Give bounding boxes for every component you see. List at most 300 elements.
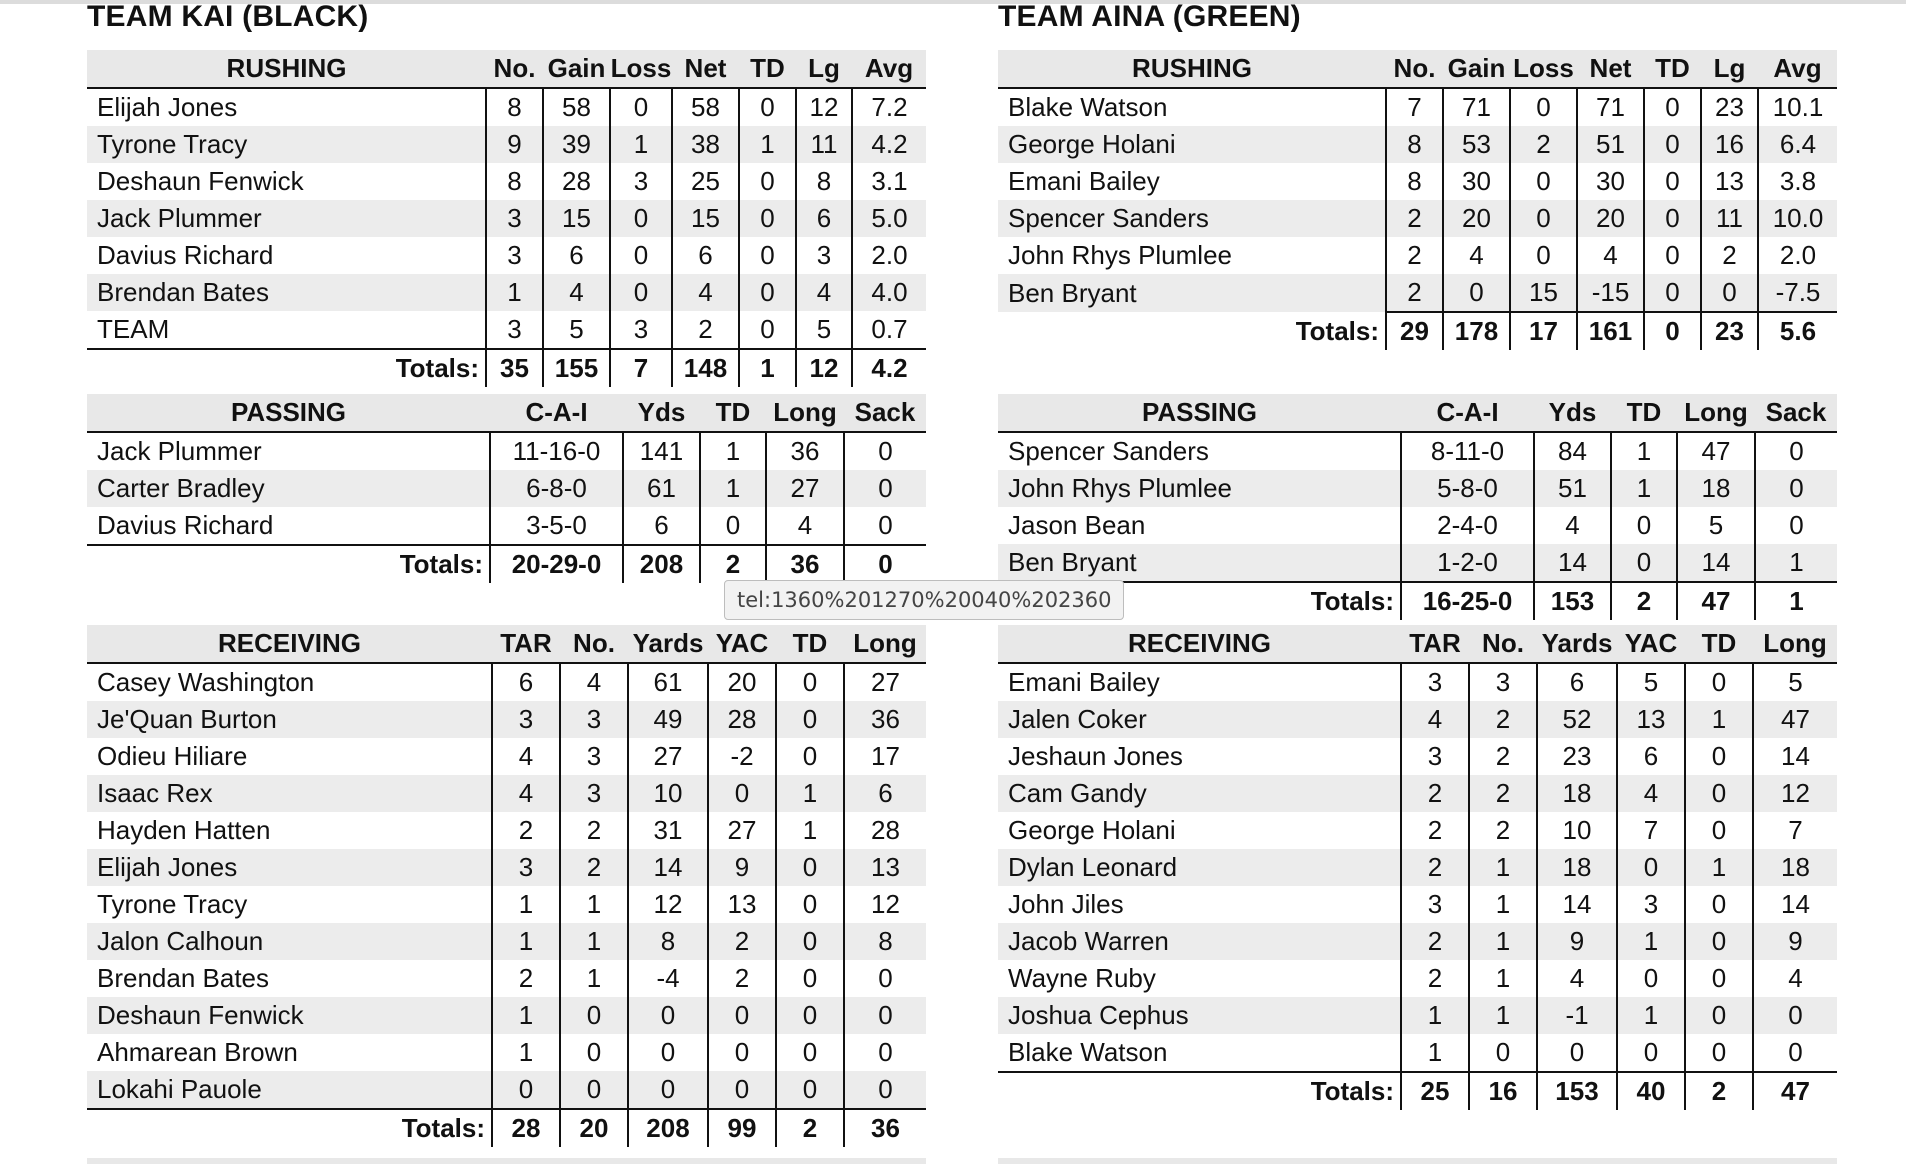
stat-cell: 2 bbox=[1401, 923, 1469, 960]
stat-cell: 4 bbox=[560, 663, 628, 701]
totals-row bbox=[87, 349, 926, 387]
table-row bbox=[87, 507, 926, 545]
stat-cell: 12 bbox=[1753, 775, 1837, 812]
stat-cell: 2 bbox=[708, 923, 776, 960]
stat-cell: -1 bbox=[1537, 997, 1617, 1034]
player-name: John Rhys Plumlee bbox=[998, 470, 1401, 507]
stat-cell: 11-16-0 bbox=[490, 432, 623, 470]
table-row bbox=[87, 886, 926, 923]
player-name: Elijah Jones bbox=[87, 849, 492, 886]
table-row bbox=[87, 88, 926, 126]
col-header: PASSING bbox=[87, 394, 490, 432]
stat-cell: 3 bbox=[610, 311, 672, 349]
stat-cell: 1 bbox=[492, 886, 560, 923]
stat-cell: 2 bbox=[1469, 812, 1537, 849]
stat-cell: 28 bbox=[708, 701, 776, 738]
stat-cell: 10 bbox=[1537, 812, 1617, 849]
totals-label: Totals: bbox=[87, 1109, 492, 1147]
player-name: Brendan Bates bbox=[87, 274, 486, 311]
player-name: Jalon Calhoun bbox=[87, 923, 492, 960]
stat-cell: 10.1 bbox=[1758, 88, 1837, 126]
stat-cell: 5 bbox=[1677, 507, 1755, 544]
stat-cell: 0 bbox=[560, 997, 628, 1034]
stat-cell: 0 bbox=[776, 701, 844, 738]
stat-cell: 1 bbox=[1617, 997, 1685, 1034]
stat-cell: 47 bbox=[1677, 432, 1755, 470]
stat-cell: 13 bbox=[708, 886, 776, 923]
stat-cell: 0 bbox=[844, 960, 926, 997]
total-cell: 1 bbox=[1755, 582, 1837, 620]
stat-cell: 7 bbox=[1386, 88, 1443, 126]
stat-cell: -7.5 bbox=[1758, 274, 1837, 312]
stat-cell: 0 bbox=[1644, 200, 1701, 237]
col-header: Net bbox=[1577, 50, 1644, 88]
table-row bbox=[87, 738, 926, 775]
player-name: John Jiles bbox=[1008, 889, 1124, 919]
stat-cell: 14 bbox=[1534, 544, 1611, 582]
total-cell: 2 bbox=[1611, 582, 1677, 620]
stat-cell: 4 bbox=[1753, 960, 1837, 997]
player-name: Jeshaun Jones bbox=[1008, 741, 1183, 771]
stat-cell: 1 bbox=[492, 997, 560, 1034]
totals-label: Totals: bbox=[87, 545, 490, 583]
stat-cell: 7.2 bbox=[852, 88, 926, 126]
stat-cell: 2 bbox=[1469, 775, 1537, 812]
col-header: C-A-I bbox=[1401, 394, 1534, 432]
stat-cell: 0 bbox=[844, 1034, 926, 1071]
total-cell: 12 bbox=[796, 349, 852, 387]
col-header: Long bbox=[766, 394, 844, 432]
stat-cell: 15 bbox=[1510, 274, 1577, 312]
col-header: No. bbox=[486, 50, 543, 88]
stat-cell: 0 bbox=[1685, 886, 1753, 923]
table-row bbox=[998, 432, 1837, 470]
stat-cell: 1 bbox=[700, 470, 766, 507]
player-name: Dylan Leonard bbox=[998, 849, 1401, 886]
stat-cell: 0 bbox=[844, 1071, 926, 1109]
stat-cell: 2 bbox=[1386, 237, 1443, 274]
col-header: RUSHING bbox=[87, 50, 486, 88]
table-header-row bbox=[998, 394, 1837, 432]
stat-cell: 10.0 bbox=[1758, 200, 1837, 237]
stat-cell: 3 bbox=[492, 849, 560, 886]
stat-cell: 27 bbox=[766, 470, 844, 507]
table-row bbox=[87, 237, 926, 274]
stat-cell: 3 bbox=[486, 237, 543, 274]
stat-cell: 3 bbox=[1469, 663, 1537, 701]
col-header: Loss bbox=[1510, 50, 1577, 88]
stat-cell: 0 bbox=[1755, 470, 1837, 507]
col-header: TD bbox=[1611, 394, 1677, 432]
stat-cell: 1 bbox=[1611, 432, 1677, 470]
stat-cell: 0 bbox=[1617, 849, 1685, 886]
stat-cell: 0 bbox=[610, 237, 672, 274]
stat-cell: 0 bbox=[1644, 274, 1701, 312]
player-name: Jason Bean bbox=[1008, 510, 1146, 540]
stat-cell: 4 bbox=[543, 274, 610, 311]
stat-cell: 25 bbox=[672, 163, 739, 200]
stat-cell: 0 bbox=[1755, 432, 1837, 470]
player-name: Deshaun Fenwick bbox=[97, 166, 304, 196]
stat-cell: 4 bbox=[766, 507, 844, 545]
totals-label: Totals: bbox=[998, 312, 1386, 350]
table-row bbox=[998, 812, 1837, 849]
stat-cell: 27 bbox=[628, 738, 708, 775]
stat-cell: 71 bbox=[1443, 88, 1510, 126]
stat-cell: 2 bbox=[708, 960, 776, 997]
stat-cell: 0 bbox=[1644, 88, 1701, 126]
col-header: TD bbox=[739, 50, 796, 88]
stat-cell: 5 bbox=[796, 311, 852, 349]
col-header: Yards bbox=[1537, 625, 1617, 663]
stat-cell: 0 bbox=[1685, 738, 1753, 775]
table-row bbox=[87, 812, 926, 849]
total-cell: 20-29-0 bbox=[490, 545, 623, 583]
stat-cell: 2.0 bbox=[1758, 237, 1837, 274]
stat-cell: 4 bbox=[796, 274, 852, 311]
col-header: No. bbox=[1469, 625, 1537, 663]
stat-cell: 3 bbox=[1401, 663, 1469, 701]
col-header: Long bbox=[844, 625, 926, 663]
col-header: Sack bbox=[844, 394, 926, 432]
stat-cell: 20 bbox=[1443, 200, 1510, 237]
stat-cell: 1 bbox=[1401, 997, 1469, 1034]
player-name: Deshaun Fenwick bbox=[87, 997, 492, 1034]
stat-cell: 1 bbox=[1611, 470, 1677, 507]
stat-cell: 0 bbox=[776, 960, 844, 997]
table-row bbox=[87, 311, 926, 349]
table-row bbox=[998, 701, 1837, 738]
stat-cell: 36 bbox=[844, 701, 926, 738]
stat-cell: 6 bbox=[623, 507, 700, 545]
stat-cell: 51 bbox=[1577, 126, 1644, 163]
table-row bbox=[998, 544, 1837, 582]
stat-cell: 0 bbox=[1469, 1034, 1537, 1072]
stat-cell: 0 bbox=[1755, 507, 1837, 544]
total-cell: 47 bbox=[1753, 1072, 1837, 1110]
stat-cell: 4 bbox=[1577, 237, 1644, 274]
stat-cell: 141 bbox=[623, 432, 700, 470]
col-header: Lg bbox=[1701, 50, 1758, 88]
stat-cell: 2 bbox=[1701, 237, 1758, 274]
stat-cell: 0 bbox=[700, 507, 766, 545]
col-header: TAR bbox=[1401, 625, 1469, 663]
total-cell: 148 bbox=[672, 349, 739, 387]
total-cell: 178 bbox=[1443, 312, 1510, 350]
col-header: No. bbox=[560, 625, 628, 663]
player-name: Isaac Rex bbox=[87, 775, 492, 812]
stat-cell: 61 bbox=[623, 470, 700, 507]
col-header: TD bbox=[700, 394, 766, 432]
stat-cell: 9 bbox=[708, 849, 776, 886]
stat-cell: 1 bbox=[610, 126, 672, 163]
stat-cell: 1 bbox=[776, 812, 844, 849]
player-name: Spencer Sanders bbox=[1008, 436, 1209, 466]
player-name: Davius Richard bbox=[97, 240, 274, 270]
bottom-bar-left bbox=[87, 1158, 926, 1164]
stat-cell: 0 bbox=[1644, 237, 1701, 274]
table-row bbox=[87, 200, 926, 237]
col-header: Long bbox=[1677, 394, 1755, 432]
table-row bbox=[87, 470, 926, 507]
stat-cell: 18 bbox=[1753, 849, 1837, 886]
stat-cell: 4.2 bbox=[852, 126, 926, 163]
col-header: Yards bbox=[628, 625, 708, 663]
stat-cell: 0 bbox=[610, 274, 672, 311]
stat-cell: 8 bbox=[486, 163, 543, 200]
total-cell: 17 bbox=[1510, 312, 1577, 350]
stat-cell: 30 bbox=[1577, 163, 1644, 200]
player-name: Ben Bryant bbox=[998, 544, 1401, 582]
stat-cell: 2 bbox=[1401, 849, 1469, 886]
stat-cell: 0 bbox=[776, 1034, 844, 1071]
stat-cell: 0 bbox=[739, 237, 796, 274]
total-cell: 5.6 bbox=[1758, 312, 1837, 350]
stat-cell: 0 bbox=[1611, 544, 1677, 582]
stat-cell: 52 bbox=[1537, 701, 1617, 738]
stat-cell: 2 bbox=[1469, 738, 1537, 775]
stat-cell: 49 bbox=[628, 701, 708, 738]
stat-cell: 8 bbox=[844, 923, 926, 960]
stat-cell: 15 bbox=[543, 200, 610, 237]
total-cell: 16 bbox=[1469, 1072, 1537, 1110]
stat-cell: 0 bbox=[739, 88, 796, 126]
stat-cell: 23 bbox=[1701, 88, 1758, 126]
stat-cell: 0 bbox=[776, 849, 844, 886]
table-row bbox=[998, 470, 1837, 507]
stat-cell: 3 bbox=[492, 701, 560, 738]
stat-cell: 1 bbox=[1469, 960, 1537, 997]
table-row bbox=[998, 960, 1837, 997]
stat-cell: 1 bbox=[560, 886, 628, 923]
player-name: Blake Watson bbox=[1008, 1037, 1168, 1067]
stat-cell: 23 bbox=[1537, 738, 1617, 775]
stat-cell: 0 bbox=[1617, 960, 1685, 997]
stat-cell: 17 bbox=[844, 738, 926, 775]
col-header: Avg bbox=[852, 50, 926, 88]
table-row bbox=[998, 126, 1837, 163]
stat-cell: 0 bbox=[1685, 997, 1753, 1034]
stat-cell: 0 bbox=[776, 923, 844, 960]
table-row bbox=[87, 274, 926, 311]
stat-cell: 8 bbox=[1386, 163, 1443, 200]
total-cell: 208 bbox=[628, 1109, 708, 1147]
stat-cell: 13 bbox=[1701, 163, 1758, 200]
total-cell: 4.2 bbox=[852, 349, 926, 387]
stat-cell: 7 bbox=[1617, 812, 1685, 849]
stat-cell: 0 bbox=[560, 1034, 628, 1071]
total-cell: 23 bbox=[1701, 312, 1758, 350]
totals-label: Totals: bbox=[998, 582, 1401, 620]
stat-cell: 0 bbox=[776, 997, 844, 1034]
table-row bbox=[998, 200, 1837, 237]
player-name: Jack Plummer bbox=[87, 200, 486, 237]
player-name: Spencer Sanders bbox=[998, 200, 1386, 237]
stat-cell: 47 bbox=[1753, 701, 1837, 738]
table-row bbox=[87, 126, 926, 163]
total-cell: 7 bbox=[610, 349, 672, 387]
total-cell: 0 bbox=[844, 545, 926, 583]
total-cell: 28 bbox=[492, 1109, 560, 1147]
stat-cell: 20 bbox=[1577, 200, 1644, 237]
stat-cell: 9 bbox=[486, 126, 543, 163]
stat-cell: 4 bbox=[672, 274, 739, 311]
total-cell: 20 bbox=[560, 1109, 628, 1147]
stat-cell: 18 bbox=[1537, 775, 1617, 812]
table-row bbox=[998, 1034, 1837, 1072]
stat-cell: 0 bbox=[844, 507, 926, 545]
stat-cell: 1 bbox=[1469, 997, 1537, 1034]
stat-cell: 71 bbox=[1577, 88, 1644, 126]
total-cell: 99 bbox=[708, 1109, 776, 1147]
stat-cell: 5-8-0 bbox=[1401, 470, 1534, 507]
stat-cell: 0 bbox=[628, 1071, 708, 1109]
player-name: Je'Quan Burton bbox=[87, 701, 492, 738]
col-header: TD bbox=[1685, 625, 1753, 663]
stat-cell: 1 bbox=[486, 274, 543, 311]
stat-cell: 0 bbox=[628, 1034, 708, 1071]
table-row bbox=[998, 886, 1837, 923]
stat-cell: 0 bbox=[1443, 274, 1510, 312]
stat-cell: 1 bbox=[1755, 544, 1837, 582]
stat-cell: 0 bbox=[1753, 1034, 1837, 1072]
total-cell: 16-25-0 bbox=[1401, 582, 1534, 620]
table-header-row bbox=[998, 50, 1837, 88]
col-header: No. bbox=[1386, 50, 1443, 88]
totals-row bbox=[87, 545, 926, 583]
kai-rushing-table bbox=[87, 50, 926, 387]
stat-cell: 4.0 bbox=[852, 274, 926, 311]
col-header: TD bbox=[776, 625, 844, 663]
stat-cell: 0 bbox=[1701, 274, 1758, 312]
totals-row bbox=[87, 1109, 926, 1147]
stat-cell: 9 bbox=[1753, 923, 1837, 960]
table-row bbox=[998, 997, 1837, 1034]
team-title-aina: TEAM AINA (GREEN) bbox=[998, 0, 1301, 33]
player-name: Casey Washington bbox=[97, 667, 315, 697]
col-header: Loss bbox=[610, 50, 672, 88]
stat-cell: 1 bbox=[492, 1034, 560, 1071]
stat-cell: 3 bbox=[1401, 738, 1469, 775]
stat-cell: 0 bbox=[708, 1034, 776, 1071]
stat-cell: 6 bbox=[543, 237, 610, 274]
stat-cell: 1 bbox=[1469, 886, 1537, 923]
col-header: Long bbox=[1753, 625, 1837, 663]
stat-cell: 0 bbox=[1510, 88, 1577, 126]
stat-cell: 0 bbox=[610, 88, 672, 126]
stat-cell: 3 bbox=[486, 200, 543, 237]
stat-cell: 28 bbox=[543, 163, 610, 200]
aina-receiving-table bbox=[998, 625, 1837, 1110]
col-header: Avg bbox=[1758, 50, 1837, 88]
total-cell: 1 bbox=[739, 349, 796, 387]
col-header: Lg bbox=[796, 50, 852, 88]
total-cell: 35 bbox=[486, 349, 543, 387]
table-row bbox=[87, 960, 926, 997]
stat-cell: 2 bbox=[1401, 775, 1469, 812]
total-cell: 25 bbox=[1401, 1072, 1469, 1110]
stat-cell: 13 bbox=[1617, 701, 1685, 738]
stat-cell: 12 bbox=[844, 886, 926, 923]
stat-cell: 0 bbox=[1753, 997, 1837, 1034]
col-header: TAR bbox=[492, 625, 560, 663]
stat-cell: 0 bbox=[492, 1071, 560, 1109]
col-header: TD bbox=[1644, 50, 1701, 88]
total-cell: 29 bbox=[1386, 312, 1443, 350]
stat-cell: 0 bbox=[776, 738, 844, 775]
stat-cell: 53 bbox=[1443, 126, 1510, 163]
stat-cell: 3 bbox=[560, 701, 628, 738]
player-name: Ben Bryant bbox=[998, 274, 1386, 312]
stat-cell: 1 bbox=[1401, 1034, 1469, 1072]
stat-cell: 6 bbox=[1617, 738, 1685, 775]
stat-cell: 8 bbox=[796, 163, 852, 200]
total-cell: 47 bbox=[1677, 582, 1755, 620]
stat-cell: 18 bbox=[1537, 849, 1617, 886]
player-name: Wayne Ruby bbox=[1008, 963, 1156, 993]
stat-cell: 1 bbox=[560, 960, 628, 997]
stat-cell: 9 bbox=[1537, 923, 1617, 960]
stat-cell: -15 bbox=[1577, 274, 1644, 312]
stat-cell: 4 bbox=[492, 738, 560, 775]
stat-cell: 36 bbox=[766, 432, 844, 470]
col-header: Sack bbox=[1755, 394, 1837, 432]
stat-cell: 58 bbox=[672, 88, 739, 126]
player-name: Cam Gandy bbox=[998, 775, 1401, 812]
player-name: Elijah Jones bbox=[97, 92, 238, 122]
table-row bbox=[87, 432, 926, 470]
total-cell: 2 bbox=[700, 545, 766, 583]
stat-cell: 0 bbox=[1685, 1034, 1753, 1072]
stat-cell: 0 bbox=[1685, 960, 1753, 997]
col-header: C-A-I bbox=[490, 394, 623, 432]
team-title-kai: TEAM KAI (BLACK) bbox=[87, 0, 369, 33]
stat-cell: 0 bbox=[1510, 237, 1577, 274]
stat-cell: 6 bbox=[672, 237, 739, 274]
stat-cell: 0 bbox=[739, 163, 796, 200]
stat-cell: 0 bbox=[739, 274, 796, 311]
player-name: Odieu Hiliare bbox=[97, 741, 248, 771]
stat-cell: 0 bbox=[628, 997, 708, 1034]
bottom-bar-right bbox=[998, 1158, 1837, 1164]
stat-cell: 2 bbox=[1386, 274, 1443, 312]
totals-label: Totals: bbox=[87, 349, 486, 387]
table-row bbox=[87, 701, 926, 738]
stat-cell: 4 bbox=[1443, 237, 1510, 274]
stat-cell: 0 bbox=[1685, 812, 1753, 849]
stat-cell: 0 bbox=[1644, 163, 1701, 200]
stat-cell: 0 bbox=[708, 775, 776, 812]
player-name: Jack Plummer bbox=[97, 436, 262, 466]
stat-cell: 6 bbox=[796, 200, 852, 237]
total-cell: 161 bbox=[1577, 312, 1644, 350]
stat-cell: 6 bbox=[844, 775, 926, 812]
stat-cell: 2 bbox=[1510, 126, 1577, 163]
col-header: Yds bbox=[1534, 394, 1611, 432]
player-name: Jacob Warren bbox=[998, 923, 1401, 960]
table-row bbox=[87, 163, 926, 200]
player-name: Joshua Cephus bbox=[998, 997, 1401, 1034]
table-row bbox=[87, 775, 926, 812]
stat-cell: 3 bbox=[560, 738, 628, 775]
stat-cell: 5 bbox=[1617, 663, 1685, 701]
stat-cell: 0 bbox=[1685, 775, 1753, 812]
total-cell: 2 bbox=[1685, 1072, 1753, 1110]
stat-cell: 0 bbox=[844, 997, 926, 1034]
stat-cell: 2 bbox=[492, 960, 560, 997]
stat-cell: 3 bbox=[560, 775, 628, 812]
stat-cell: 3 bbox=[486, 311, 543, 349]
